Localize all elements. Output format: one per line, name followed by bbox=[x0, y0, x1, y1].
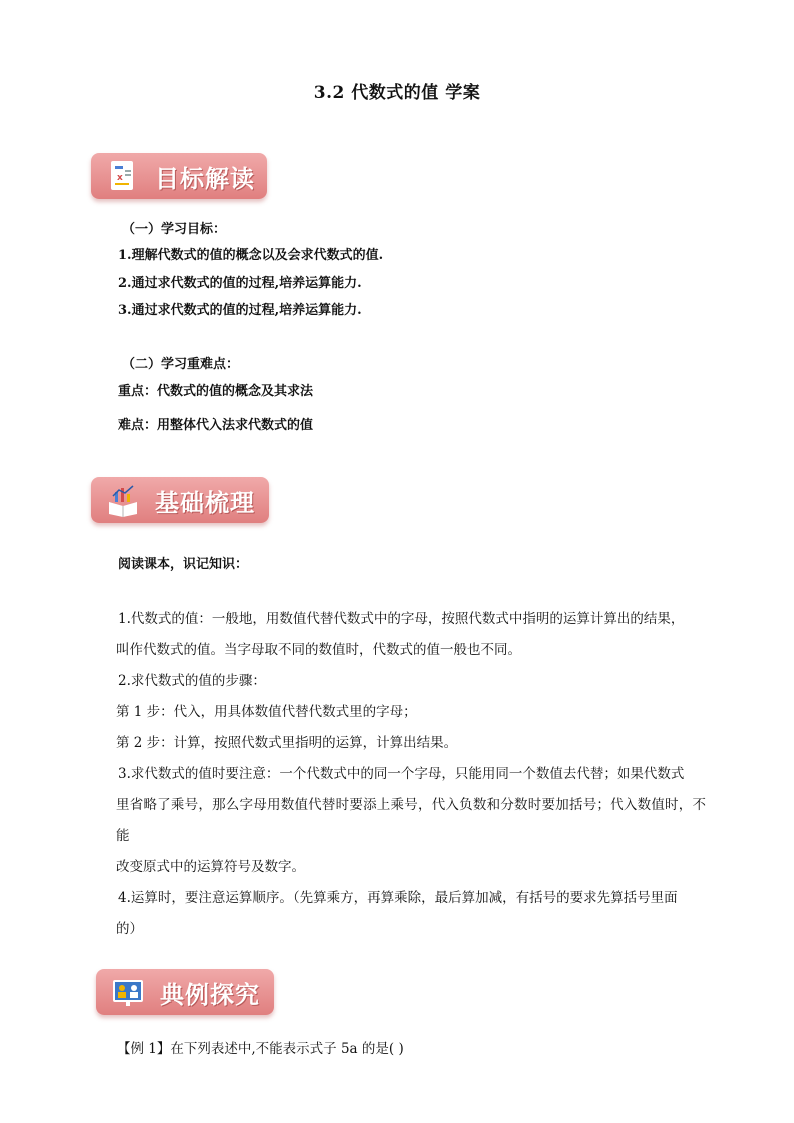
goal-item: 2.通过求代数式的值的过程,培养运算能力. bbox=[118, 276, 362, 291]
definition-line: 叫作代数式的值。当字母取不同的数值时，代数式的值一般也不同。 bbox=[116, 642, 521, 658]
definition-line: 1.代数式的值：一般地，用数值代替代数式中的字母，按照代数式中指明的运算计算出的结果， bbox=[118, 611, 685, 627]
goal-item: 3.通过求代数式的值的过程,培养运算能力. bbox=[118, 303, 362, 318]
section-badge-goals bbox=[91, 153, 267, 199]
section-badge-examples bbox=[96, 969, 274, 1015]
step-item: 第 2 步：计算，按照代数式里指明的运算，计算出结果。 bbox=[116, 735, 458, 751]
example-question: 【例 1】在下列表述中,不能表示式子 5a 的是( ) bbox=[117, 1041, 404, 1057]
definition-paragraph bbox=[118, 604, 706, 945]
page-title: 3.2 代数式的值 学案 bbox=[313, 83, 481, 103]
steps-heading: 2.求代数式的值的步骤： bbox=[118, 673, 266, 689]
order-line: 的） bbox=[116, 921, 143, 937]
step-item: 第 1 步：代入，用具体数值代替代数式里的字母； bbox=[116, 704, 417, 720]
difficult-point: 难点：用整体代入法求代数式的值 bbox=[118, 418, 314, 433]
goal-item: 1.理解代数式的值的概念以及会求代数式的值. bbox=[118, 248, 384, 263]
notes-line: 3.求代数式的值时要注意：一个代数式中的同一个字母，只能用同一个数值去代替；如果代数式 bbox=[118, 766, 685, 782]
book-chart-icon bbox=[105, 482, 141, 518]
section-label-goals: 目标解读 bbox=[155, 164, 255, 193]
order-line: 4.运算时，要注意运算顺序。（先算乘方，再算乘除，最后算加减，有括号的要求先算括号里面 bbox=[118, 890, 678, 906]
section-label-basics: 基础梳理 bbox=[155, 488, 255, 517]
reading-instruction: 阅读课本，识记知识： bbox=[118, 557, 249, 572]
notes-line: 改变原式中的运算符号及数字。 bbox=[116, 859, 305, 875]
presentation-icon bbox=[110, 974, 146, 1010]
section-label-examples: 典例探究 bbox=[160, 980, 260, 1009]
key-point: 重点：代数式的值的概念及其求法 bbox=[118, 384, 314, 399]
goals-heading-objectives: （一）学习目标： bbox=[122, 222, 227, 237]
document-icon bbox=[105, 158, 141, 194]
goals-heading-keypoints: （二）学习重难点： bbox=[122, 357, 240, 372]
notes-line: 里省略了乘号，那么字母用数值代替时要添上乘号，代入负数和分数时要加括号；代入数值时，不能 bbox=[116, 797, 706, 844]
section-badge-basics bbox=[91, 477, 269, 523]
svg-text:x: x bbox=[117, 173, 123, 183]
